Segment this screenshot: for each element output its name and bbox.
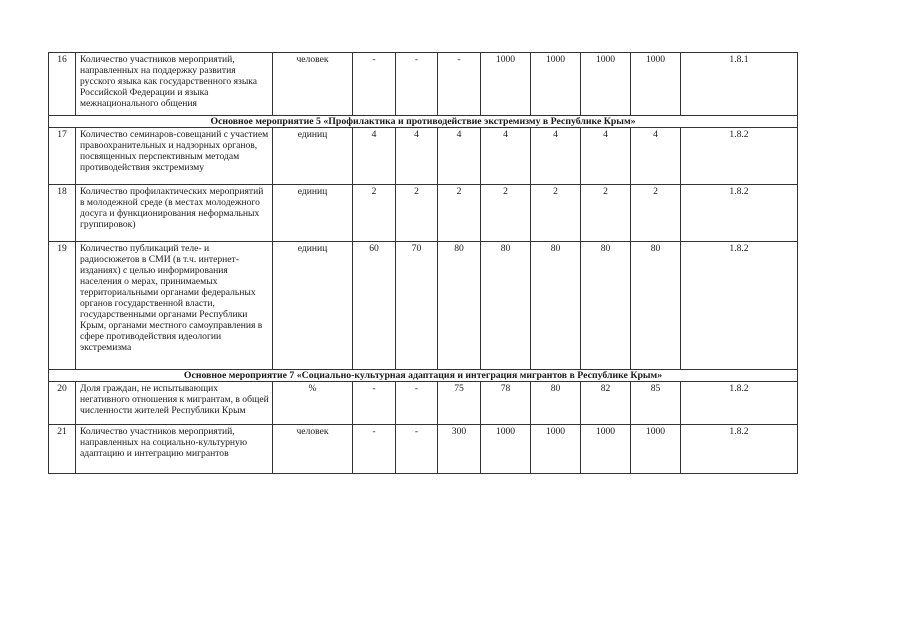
table-row (49, 242, 798, 370)
value-cell: 1000 (531, 53, 581, 116)
value-cell: 70 (396, 242, 438, 370)
value-cell: 2 (396, 185, 438, 242)
value-cell: 1000 (531, 425, 581, 474)
row-number: 20 (49, 382, 76, 425)
value-cell: 85 (631, 382, 681, 425)
unit-cell: единиц (273, 128, 353, 185)
value-cell: 2 (531, 185, 581, 242)
value-cell: 60 (353, 242, 396, 370)
value-cell: 4 (353, 128, 396, 185)
value-cell: 300 (438, 425, 481, 474)
value-cell: 4 (396, 128, 438, 185)
value-cell: 75 (438, 382, 481, 425)
table-row (49, 425, 798, 474)
value-cell: 1000 (581, 425, 631, 474)
value-cell: 2 (438, 185, 481, 242)
table-row (49, 53, 798, 116)
indicator-description: Количество участников мероприятий, направленных на поддержку развития русского языка как государственного языка Российской Федерации и языка межнационального общения (76, 53, 273, 116)
value-cell: 80 (481, 242, 531, 370)
value-cell: 4 (481, 128, 531, 185)
value-cell: 4 (438, 128, 481, 185)
value-cell: - (396, 382, 438, 425)
unit-cell: человек (273, 53, 353, 116)
section-title: Основное мероприятие 5 «Профилактика и противодействие экстремизму в Республике Крым» (49, 116, 798, 128)
indicator-description: Количество публикаций теле- и радиосюжетов в СМИ (в т.ч. интернет-изданиях) с целью информирования населения о мерах, принимаемых территориальными органами федеральных органов государственной власти, государственными органами Республики Крым, органами местного самоуправления в сфере противодействия идеологии экстремизма (76, 242, 273, 370)
value-cell: 2 (581, 185, 631, 242)
value-cell: 1000 (481, 425, 531, 474)
indicator-description: Количество семинаров-совещаний с участием правоохранительных и надзорных органов, посвященных перспективным методам противодействия экстремизму (76, 128, 273, 185)
value-cell: 80 (438, 242, 481, 370)
value-cell: 2 (631, 185, 681, 242)
value-cell: 78 (481, 382, 531, 425)
code-cell: 1.8.1 (681, 53, 798, 116)
table-row (49, 382, 798, 425)
value-cell: - (438, 53, 481, 116)
value-cell: 1000 (581, 53, 631, 116)
value-cell: 1000 (481, 53, 531, 116)
value-cell: - (396, 53, 438, 116)
value-cell: 80 (531, 382, 581, 425)
value-cell: - (396, 425, 438, 474)
value-cell: 4 (631, 128, 681, 185)
indicator-description: Доля граждан, не испытывающих негативного отношения к мигрантам, в общей численности жителей Республики Крым (76, 382, 273, 425)
row-number: 16 (49, 53, 76, 116)
indicator-description: Количество профилактических мероприятий в молодежной среде (в местах молодежного досуга и функционирования неформальных группировок) (76, 185, 273, 242)
code-cell: 1.8.2 (681, 425, 798, 474)
section-title: Основное мероприятие 7 «Социально-культурная адаптация и интеграция мигрантов в Республике Крым» (49, 370, 798, 382)
section-header-row (49, 116, 798, 128)
value-cell: 4 (581, 128, 631, 185)
table-row (49, 128, 798, 185)
unit-cell: единиц (273, 185, 353, 242)
unit-cell: единиц (273, 242, 353, 370)
row-number: 21 (49, 425, 76, 474)
value-cell: 1000 (631, 53, 681, 116)
value-cell: 80 (531, 242, 581, 370)
code-cell: 1.8.2 (681, 128, 798, 185)
section-header-row (49, 370, 798, 382)
value-cell: 2 (481, 185, 531, 242)
value-cell: 80 (581, 242, 631, 370)
unit-cell: человек (273, 425, 353, 474)
indicators-table (48, 52, 798, 474)
row-number: 19 (49, 242, 76, 370)
indicator-description: Количество участников мероприятий, направленных на социально-культурную адаптацию и интеграцию мигрантов (76, 425, 273, 474)
value-cell: 1000 (631, 425, 681, 474)
unit-cell: % (273, 382, 353, 425)
code-cell: 1.8.2 (681, 242, 798, 370)
row-number: 17 (49, 128, 76, 185)
value-cell: 80 (631, 242, 681, 370)
table-row (49, 185, 798, 242)
value-cell: - (353, 425, 396, 474)
value-cell: - (353, 382, 396, 425)
row-number: 18 (49, 185, 76, 242)
value-cell: 82 (581, 382, 631, 425)
code-cell: 1.8.2 (681, 382, 798, 425)
value-cell: - (353, 53, 396, 116)
code-cell: 1.8.2 (681, 185, 798, 242)
value-cell: 4 (531, 128, 581, 185)
value-cell: 2 (353, 185, 396, 242)
